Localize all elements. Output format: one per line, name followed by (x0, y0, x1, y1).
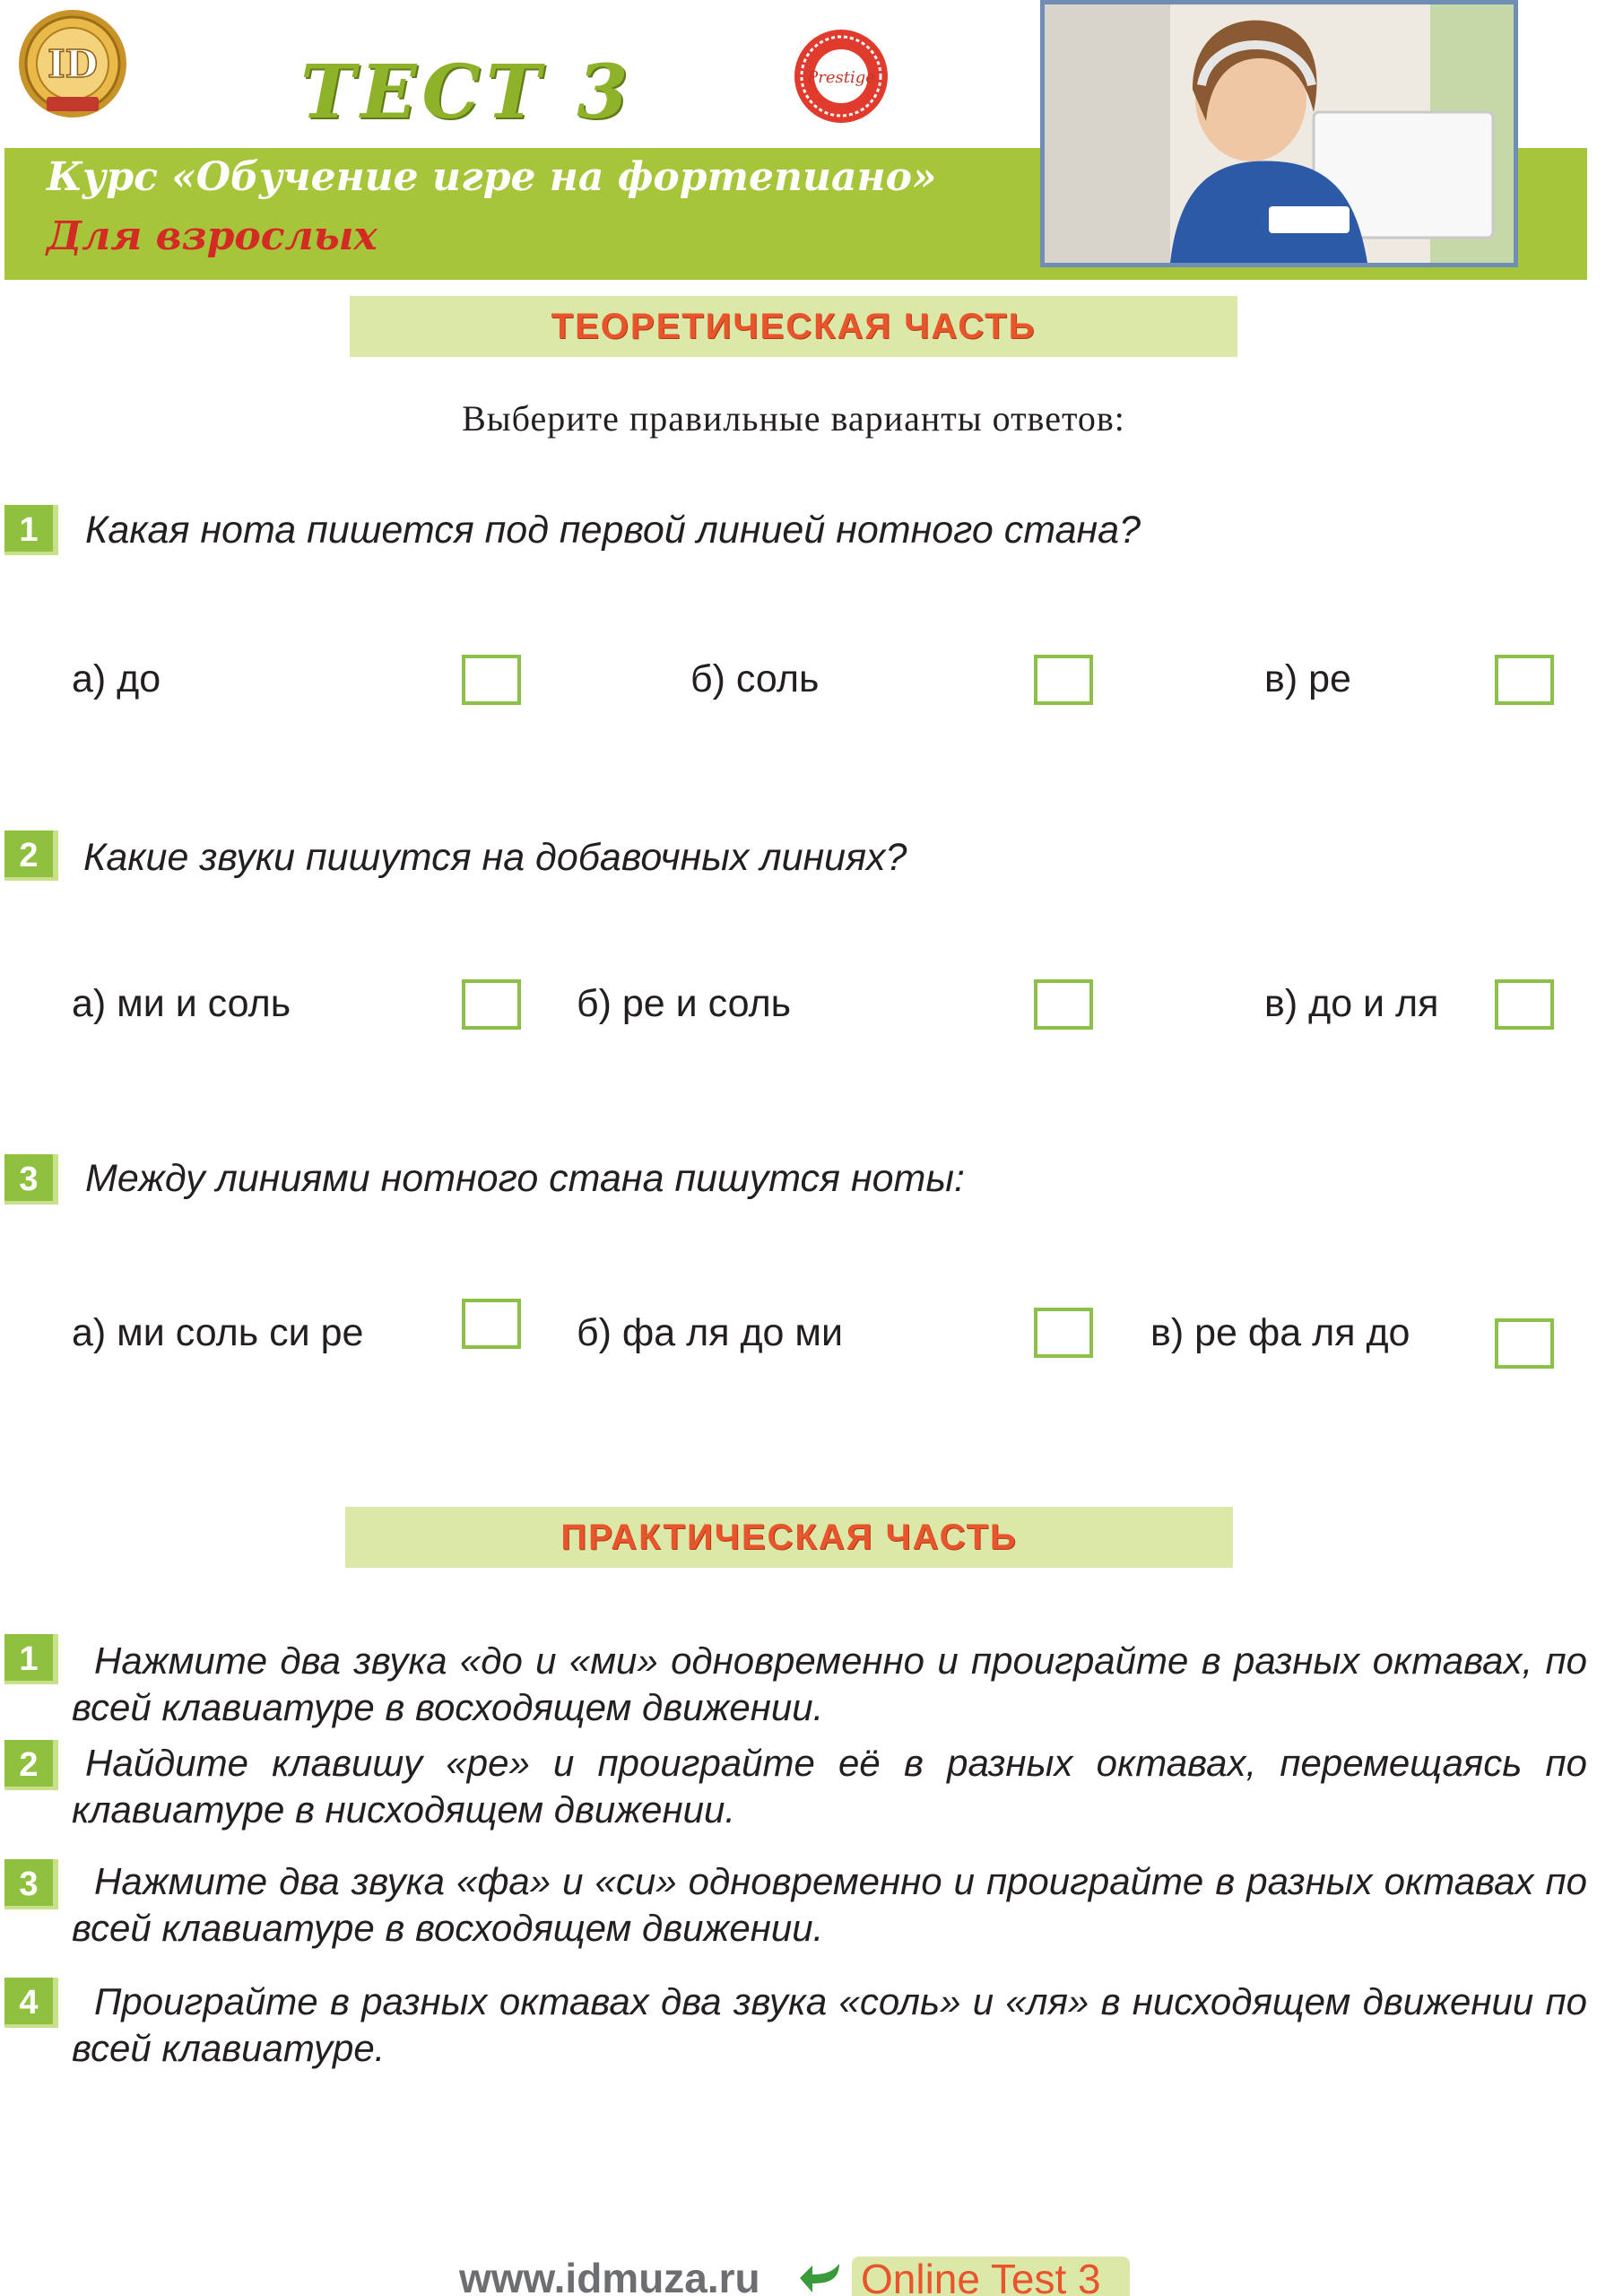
option-label: в) до и ля (1264, 982, 1439, 1025)
option-label: в) ре фа ля до (1150, 1311, 1410, 1354)
question-text: Между линиями нотного стана пишутся ноты: (85, 1157, 965, 1200)
answer-checkbox[interactable] (1495, 655, 1554, 705)
logo-id-text: ID (47, 42, 99, 86)
answer-checkbox[interactable] (1034, 979, 1093, 1030)
task-number-badge: 2 (4, 1740, 58, 1790)
option-label: в) ре (1264, 657, 1351, 700)
task-text: Найдите клавишу «ре» и проиграйте её в разных октавах, перемещаясь по клавиатуре в нисходящем движении. (72, 1742, 1587, 1831)
question-number-badge: 1 (4, 505, 58, 555)
theory-heading: ТЕОРЕТИЧЕСКАЯ ЧАСТЬ (350, 296, 1237, 357)
option-label: а) ми соль си ре (72, 1311, 364, 1354)
question-number-badge: 2 (4, 831, 58, 881)
arrow-icon (798, 2258, 845, 2294)
question-number-badge: 3 (4, 1154, 58, 1205)
answer-checkbox[interactable] (1495, 1318, 1554, 1369)
header-photo (1040, 0, 1518, 267)
musicboom-badge-icon (778, 27, 904, 126)
course-subtitle: Для взрослых (47, 213, 378, 259)
practice-heading: ПРАКТИЧЕСКАЯ ЧАСТЬ (345, 1507, 1233, 1568)
task-text: Нажмите два звука «фа» и «си» одновременно и проиграйте в разных октавах по всей клавиатуре в восходящем движении. (72, 1860, 1587, 1949)
task-number-badge: 1 (4, 1634, 58, 1684)
task-text: Проиграйте в разных октавах два звука «соль» и «ля» в нисходящем движении по всей клавиатуре. (72, 1980, 1587, 2069)
task-text: Нажмите два звука «до и «ми» одновременно и проиграйте в разных октавах, по всей клавиатуре в восходящем движении. (72, 1639, 1587, 1728)
course-title: Курс «Обучение игре на фортепиано» (47, 154, 937, 200)
answer-checkbox[interactable] (1034, 1308, 1093, 1358)
option-label: а) ми и соль (72, 982, 291, 1025)
page-title: ТЕСТ 3 (300, 49, 634, 135)
instruction-text: Выберите правильные варианты ответов: (462, 398, 1125, 439)
answer-checkbox[interactable] (462, 1299, 521, 1349)
answer-checkbox[interactable] (462, 979, 521, 1030)
idmuza-logo-icon (11, 7, 135, 124)
option-label: б) фа ля до ми (577, 1311, 843, 1354)
option-label: б) ре и соль (577, 982, 792, 1025)
question-text: Какие звуки пишутся на добавочных линиях? (83, 836, 907, 879)
student-photo-icon (1045, 4, 1514, 263)
question-text: Какая нота пишется под первой линией нотного стана? (85, 509, 1141, 552)
option-label: б) соль (690, 657, 820, 700)
answer-checkbox[interactable] (462, 655, 521, 705)
answer-checkbox[interactable] (1034, 655, 1093, 705)
task-number-badge: 4 (4, 1978, 58, 2028)
online-test-button-label[interactable]: Online Test 3 (861, 2256, 1101, 2296)
answer-checkbox[interactable] (1495, 979, 1554, 1030)
footer-site-link[interactable]: www.idmuza.ru (459, 2255, 760, 2296)
logo-musicboom-text: Prestige (807, 68, 875, 87)
option-label: а) до (72, 657, 161, 700)
task-number-badge: 3 (4, 1859, 58, 1909)
